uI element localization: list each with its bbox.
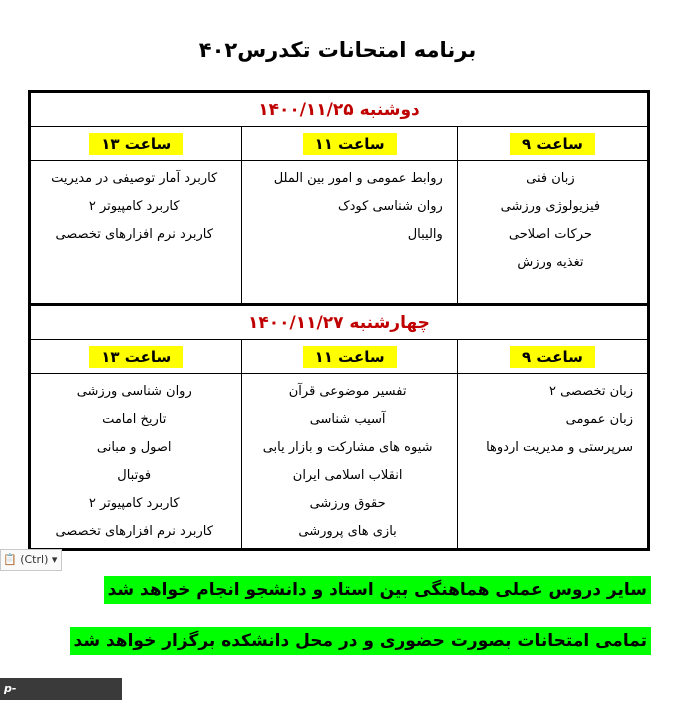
time-slot-header bbox=[30, 340, 242, 374]
course-item: فوتبال bbox=[117, 468, 152, 483]
course-list bbox=[242, 374, 457, 550]
paste-options-label: (Ctrl) bbox=[20, 553, 49, 566]
paste-options-button[interactable] bbox=[0, 549, 62, 571]
course-item: زبان فنی bbox=[526, 171, 575, 186]
courses-row bbox=[30, 374, 649, 550]
time-label: ساعت ۱۱ bbox=[303, 133, 397, 155]
course-item: اصول و مبانی bbox=[96, 440, 172, 455]
time-label: ساعت ۱۱ bbox=[303, 346, 397, 368]
course-item: روان شناسی کودک bbox=[338, 199, 443, 214]
course-item: تغذیه ورزش bbox=[517, 255, 584, 270]
course-list bbox=[457, 374, 648, 550]
course-item: کاربرد نرم افزارهای تخصصی bbox=[55, 524, 213, 539]
course-list bbox=[30, 161, 242, 305]
time-header-row bbox=[30, 340, 649, 374]
day-header-row bbox=[30, 92, 649, 127]
exam-schedule-table bbox=[28, 90, 650, 551]
course-item: انقلاب اسلامی ایران bbox=[292, 468, 403, 483]
course-item: شیوه های مشارکت و بازار یابی bbox=[262, 440, 433, 455]
day-label: چهارشنبه ۱۴۰۰/۱۱/۲۷ bbox=[30, 305, 649, 340]
course-item: بازی های پرورشی bbox=[298, 524, 397, 539]
course-item: روابط عمومی و امور بین الملل bbox=[273, 171, 443, 186]
course-item: کاربرد نرم افزارهای تخصصی bbox=[55, 227, 213, 242]
chevron-down-icon: ▾ bbox=[51, 553, 58, 566]
page-title: برنامه امتحانات تکدرس۴۰۲ bbox=[198, 38, 477, 62]
course-item: کاربرد آمار توصیفی در مدیریت bbox=[51, 171, 218, 186]
time-slot-header bbox=[30, 127, 242, 161]
site-watermark: p-safadasht.nus.ac.ir bbox=[0, 678, 122, 700]
time-slot-header bbox=[242, 340, 457, 374]
course-item: والیبال bbox=[407, 227, 443, 242]
course-item: حرکات اصلاحی bbox=[508, 227, 592, 242]
time-slot-header bbox=[242, 127, 457, 161]
course-item: فیزیولوژی ورزشی bbox=[500, 199, 601, 214]
course-item: تفسیر موضوعی قرآن bbox=[288, 384, 407, 399]
time-label: ساعت ۹ bbox=[510, 133, 595, 155]
practical-courses-note: سایر دروس عملی هماهنگی بین استاد و دانشجو انجام خواهد شد bbox=[104, 576, 651, 604]
time-slot-header bbox=[457, 340, 648, 374]
time-header-row bbox=[30, 127, 649, 161]
time-label: ساعت ۱۳ bbox=[89, 133, 183, 155]
time-label: ساعت ۱۳ bbox=[89, 346, 183, 368]
course-list bbox=[242, 161, 457, 305]
time-label: ساعت ۹ bbox=[510, 346, 595, 368]
day-label: دوشنبه ۱۴۰۰/۱۱/۲۵ bbox=[30, 92, 649, 127]
course-item: سرپرستی و مدیریت اردوها bbox=[486, 440, 633, 455]
course-item: کاربرد کامپیوتر ۲ bbox=[88, 199, 180, 214]
course-list bbox=[30, 374, 242, 550]
day-header-row bbox=[30, 305, 649, 340]
clipboard-icon: 📋 bbox=[3, 553, 17, 566]
course-item: آسیب شناسی bbox=[309, 412, 386, 427]
time-slot-header bbox=[457, 127, 648, 161]
course-list bbox=[457, 161, 648, 305]
course-item: کاربرد کامپیوتر ۲ bbox=[88, 496, 180, 511]
course-item: روان شناسی ورزشی bbox=[76, 384, 192, 399]
courses-row bbox=[30, 161, 649, 305]
course-item: تاریخ امامت bbox=[102, 412, 167, 427]
in-person-exams-note: تمامی امتحانات بصورت حضوری و در محل دانشکده برگزار خواهد شد bbox=[70, 627, 651, 655]
course-item: زبان تخصصی ۲ bbox=[548, 384, 633, 399]
course-item: زبان عمومی bbox=[565, 412, 633, 427]
course-item: حقوق ورزشی bbox=[309, 496, 386, 511]
